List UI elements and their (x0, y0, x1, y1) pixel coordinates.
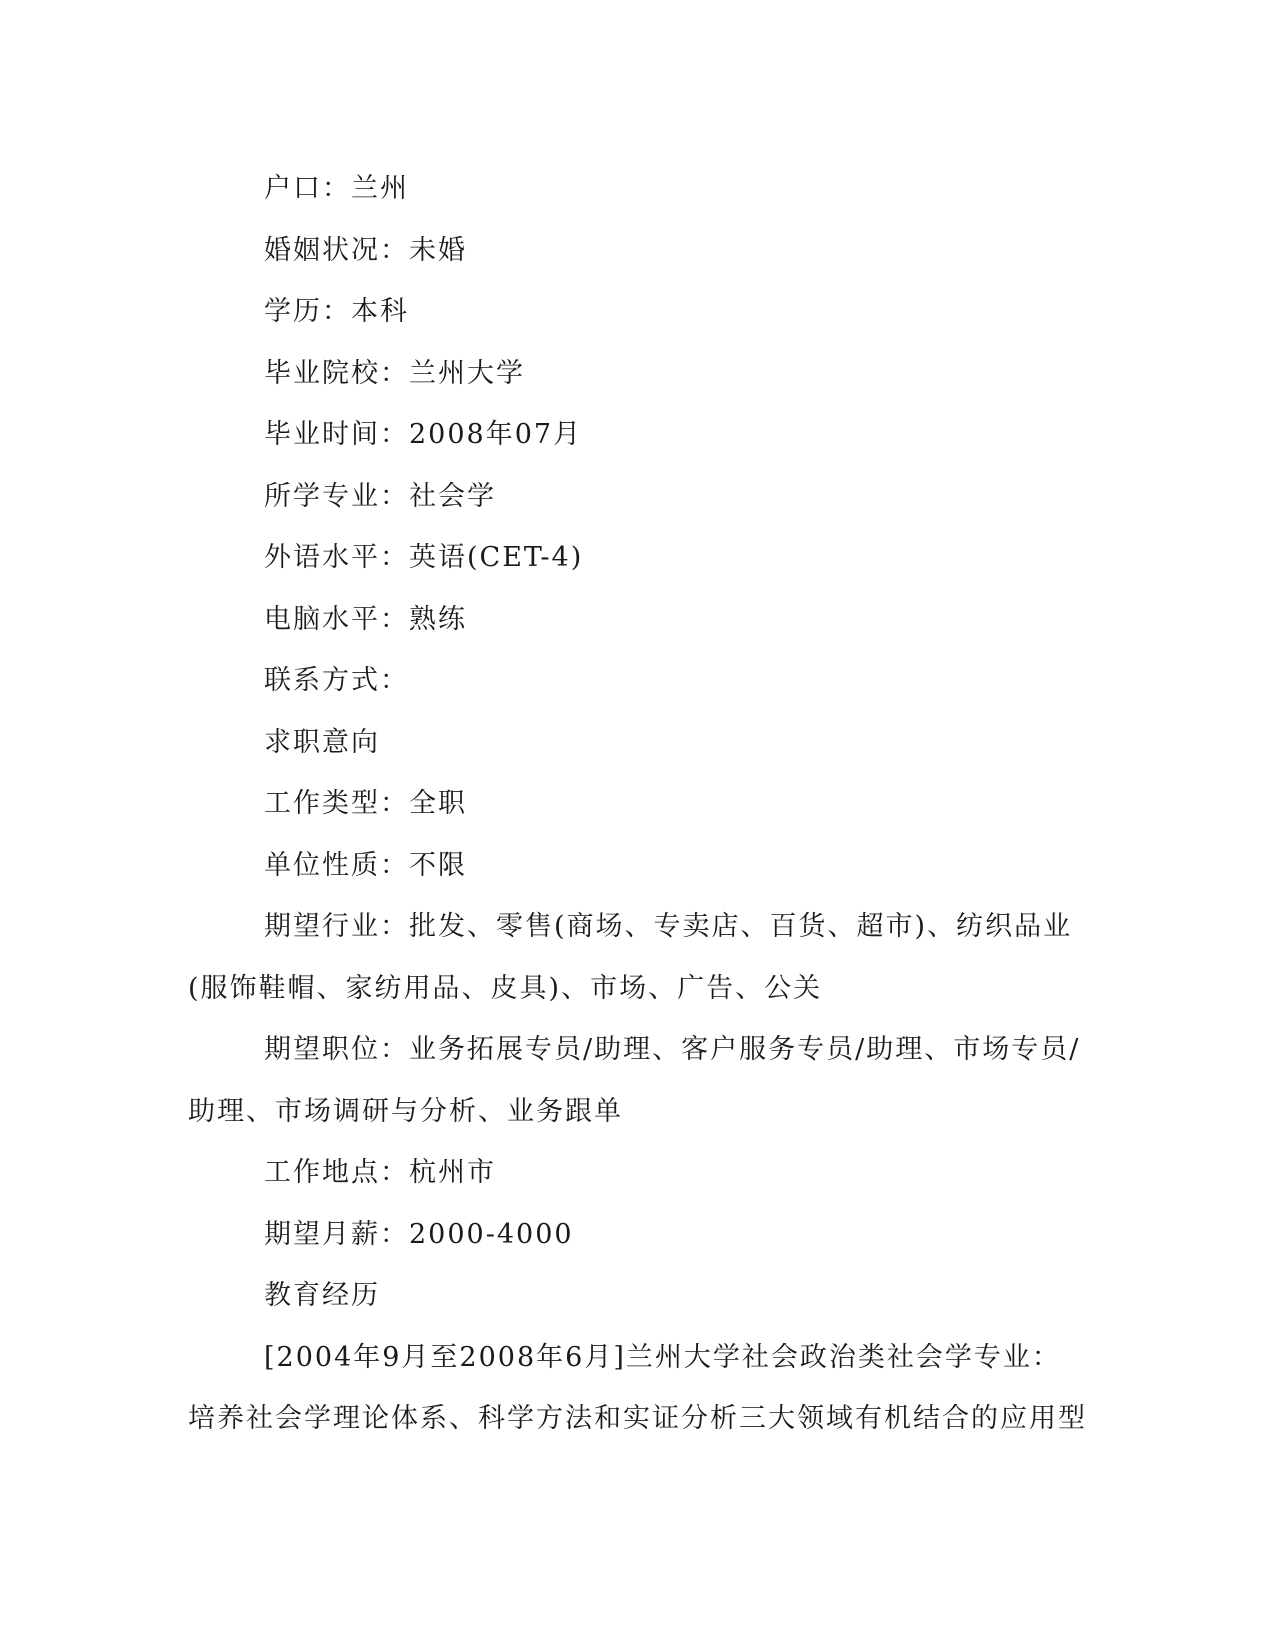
graduation-date-line: 毕业时间：2008年07月 (264, 419, 583, 450)
job-type-line: 工作类型：全职 (264, 788, 467, 819)
marital-status-line: 婚姻状况：未婚 (264, 234, 467, 266)
education-history-heading: 教育经历 (264, 1280, 380, 1311)
expected-position-paragraph: 期望职位：业务拓展专员/助理、客户服务专员/助理、市场专员/助理、市场调研与分析、业务跟单 (188, 1034, 1081, 1127)
graduate-school-line: 毕业院校：兰州大学 (264, 357, 525, 389)
education-level-line: 学历：本科 (264, 296, 409, 327)
computer-skill-line: 电脑水平：熟练 (264, 603, 467, 635)
expected-industry-paragraph: 期望行业：批发、零售(商场、专卖店、百货、超市)、纺织品业(服饰鞋帽、家纺用品、皮具)、市场、广告、公关 (188, 911, 1073, 1004)
document-body (188, 158, 1088, 1450)
expected-salary-line: 期望月薪：2000-4000 (264, 1218, 574, 1250)
work-location-line: 工作地点：杭州市 (264, 1157, 496, 1188)
foreign-language-line: 外语水平：英语(CET-4) (264, 542, 584, 573)
hukou-line: 户口：兰州 (264, 173, 409, 204)
job-intention-heading: 求职意向 (264, 726, 380, 758)
contact-line: 联系方式： (264, 665, 409, 696)
education-history-paragraph: [2004年9月至2008年6月]兰州大学社会政治类社会学专业：培养社会学理论体系、科学方法和实证分析三大领域有机结合的应用型 (188, 1341, 1087, 1434)
company-type-line: 单位性质：不限 (264, 849, 467, 881)
major-line: 所学专业：社会学 (264, 480, 496, 512)
